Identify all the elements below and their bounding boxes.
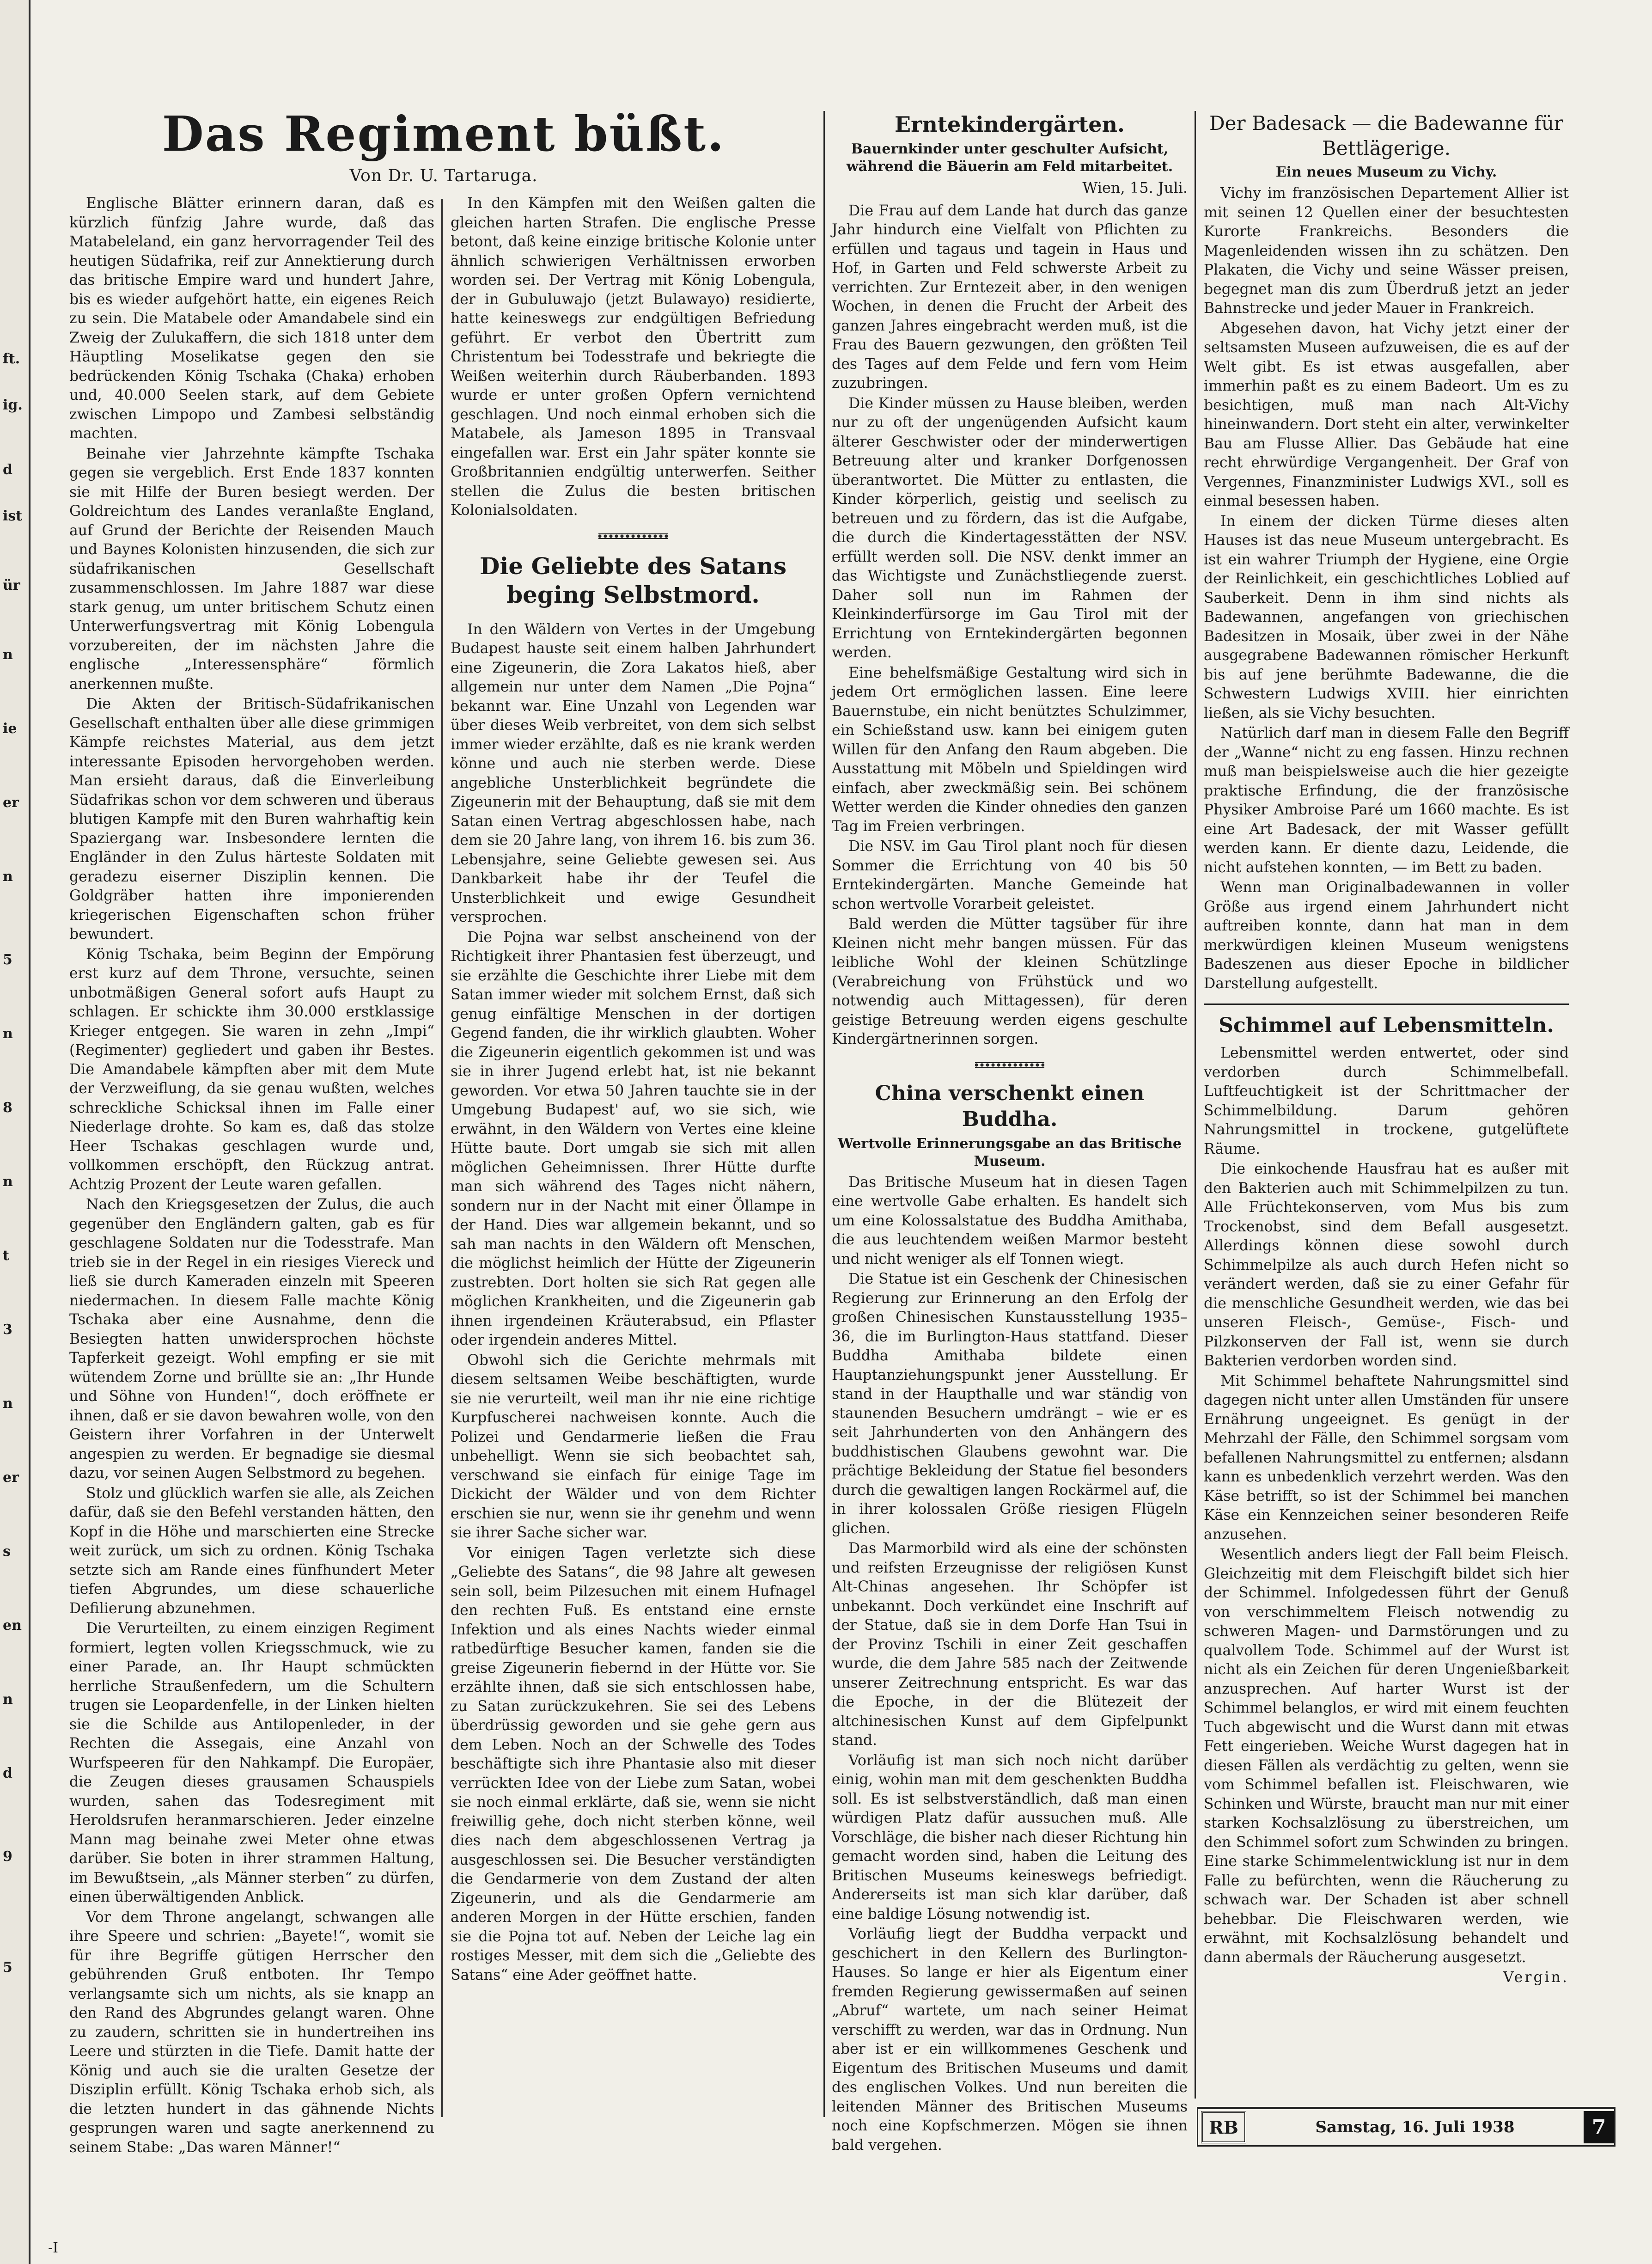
column-1 bbox=[69, 194, 434, 2156]
edge-fragment: s bbox=[3, 1543, 11, 1560]
publisher-logo: RB bbox=[1201, 2111, 1246, 2143]
article-paragraph: Beinahe vier Jahrzehnte kämpfte Tschaka gegen sie vergeblich. Erst Ende 1837 konnten sie mit Hilfe der Buren besiegt werden. Der Goldreichtum des Landes veranlaßte England, auf Grund der Berichte der Reisenden Mauch und Baynes Kolonisten hinzusenden, die sich zur südafrikanischen Gesellschaft zusammenschlossen. Im Jahre 1887 war diese stark genug, um unter britischem Schutz einen Unterwerfungsvertrag mit König Lobengula vorzubereiten, der im nächsten Jahre die englische „Interessensphäre“ förmlich anerkennen mußte. bbox=[69, 445, 434, 692]
schimmel-author: Vergin. bbox=[1503, 1969, 1569, 1986]
article-paragraph: Natürlich darf man in diesem Falle den Begriff der „Wanne“ nicht zu eng fassen. Hinzu rechnen muß man beispielsweise auch die hier gezeigte praktische Erfindung, die der französische Physiker Ambroise Paré um 1660 machte. Es ist eine Art Badesack, der mit Wasser gefüllt werden kann. Er diente dazu, Leidende, die nicht aufstehen konnten, — im Bett zu baden. bbox=[1204, 725, 1569, 876]
article-paragraph: Die Verurteilten, zu einem einzigen Regiment formiert, legten vollen Kriegsschmuck, wie zu einer Parade, an. Ihr Haupt schmückten herrliche Straußenfedern, um die Schultern trugen sie Leopardenfelle, in der Linken hielten sie die Schilde aus Antilopenleder, in der Rechten die Assegais, eine Anzahl von Wurfspeeren für den Nahkampf. Die Europäer, die Zeugen dieses grausamen Schauspiels wurden, sahen das Todesregiment mit Heroldsrufen heranmarschieren. Jeder einzelne Mann mag beinahe zwei Meter ohne etwas darüber. Sie boten in ihrer strammen Haltung, im Bewußtsein, „als Männer sterben“ zu dürfen, einen überwältigenden Anblick. bbox=[69, 1620, 434, 1905]
article-paragraph: Die Akten der Britisch-Südafrikanischen Gesellschaft enthalten über alle diese grimmigen Kämpfe reichstes Material, aus dem jetzt interessante Episoden hervorgehoben werden. Man ersieht daraus, daß die Einverleibung Südafrikas schon vor dem schweren und überaus blutigen Kampfe mit den Buren wahrhaftig kein Spaziergang war. Insbesondere lernten die Engländer in den Zulus härteste Soldaten mit geradezu eiserner Disziplin kennen. Die Goldgräber hatten ihre imponierenden kriegerischen Eigenschaften schon früher bewundert. bbox=[69, 696, 434, 942]
article-paragraph: Englische Blätter erinnern daran, daß es kürzlich fünfzig Jahre wurde, daß das Matabeleland, ein ganz hervorragender Teil des heutigen Südafrika, reif zur Annektierung durch das britische Empire ward und hundert Jahre, bis es wieder aufgehört hatte, ein eigenes Reich zu sein. Die Matabele oder Amandabele sind ein Zweig der Zulukaffern, die sich 1818 unter dem Häuptling Moselikatse gegen den sie bedrückenden König Tschaka (Chaka) erhoben und, 40.000 Seelen stark, auf dem Gebiete zwischen Limpopo und Zambesi selbständig machten. bbox=[69, 195, 434, 442]
article-paragraph: Wesentlich anders liegt der Fall beim Fleisch. Gleichzeitig mit dem Fleischgift bildet sich hier der Schimmel. Infolgedessen führt der Genuß von verschimmeltem Fleisch notwendig zu schweren Magen- und Darmstörungen und zu qualvollem Tode. Schimmel auf der Wurst ist nicht als ein Zeichen für deren Ungenießbarkeit anzusprechen. Auf harter Wurst ist der Schimmel belanglos, er wird mit einem feuchten Tuch abgewischt und die Wurst dann mit etwas Fett eingerieben. Weiche Wurst dagegen hat in diesen Fällen als verdächtig zu gelten, wenn sie vom Schimmel befallen ist. Fleischwaren, wie Schinken und Würste, braucht man nur mit einer starken Kochsalzlösung zu überstreichen, um den Schimmel sofort zum Schwinden zu bringen. Eine starke Schimmelentwicklung ist nur in dem Falle zu befürchten, wenn die Räucherung zu schwach war. Der Schaden ist aber schnell behebbar. Die Fleischwaren werden, wie erwähnt, mit Kochsalzlösung behandelt und dann abermals der Räucherung ausgesetzt. bbox=[1204, 1546, 1569, 1966]
column-3 bbox=[832, 111, 1188, 2154]
article-paragraph: Die Statue ist ein Geschenk der Chinesischen Regierung zur Erinnerung an den Erfolg der großen Chinesischen Kunstausstellung 1935–36, die im Burlington-Haus stattfand. Dieser Buddha Amithaba bildete einen Hauptanziehungspunkt jener Ausstellung. Er stand in der Haupthalle und war ständig von staunenden Besuchern umdrängt – wie er es seit Jahrhunderten von den Anhängern des buddhistischen Glaubens gewohnt war. Die prächtige Bekleidung der Statue fiel besonders durch die gewaltigen langen Rockärmel auf, die in ihrer kolossalen Größe riesigen Flügeln glichen. bbox=[832, 1271, 1188, 1537]
edge-fragment: d bbox=[3, 1765, 12, 1781]
satan-article-title: Die Geliebte des Satans beging Selbstmord. bbox=[480, 552, 786, 608]
page-footer bbox=[1197, 2107, 1615, 2147]
edge-fragment: er bbox=[3, 1469, 19, 1486]
main-article-header bbox=[69, 106, 818, 198]
edge-fragment: en bbox=[3, 1617, 22, 1634]
article-paragraph: Vor einigen Tagen verletzte sich diese „Geliebte des Satans“, die 98 Jahre alt gewesen sein soll, beim Pilzesuchen mit einem Hufnagel den rechten Fuß. Es entstand eine ernste Infektion und als eines Nachts wieder einmal ratbedürftige Besucher kamen, fanden sie die greise Zigeunerin fiebernd in der Hütte vor. Sie erzählte ihnen, daß sie sich entschlossen habe, zu Satan zurückzukehren. Sie sei des Lebens überdrüssig geworden und sie gehe gern aus dem Leben. Noch an der Schwelle des Todes beschäftigte sich ihre Phantasie also mit dieser verrückten Idee von der Liebe zum Satan, wobei sie noch einmal erklärte, daß sie, wenn sie nicht freiwillig gehe, doch nicht sterben könne, weil dies nach dem abgeschlossenen Vertrag ja ausgeschlossen sei. Die Besucher verständigten die Gendarmerie von dem Zustand der alten Zigeunerin, und als die Gendarmerie am anderen Morgen in der Hütte erschien, fanden sie die Pojna tot auf. Neben der Leiche lag ein rostiges Messer, mit dem sich die „Geliebte des Satans“ eine Ader geöffnet hatte. bbox=[451, 1544, 816, 1983]
column-divider bbox=[823, 111, 825, 2117]
ernte-dateline: Wien, 15. Juli. bbox=[1082, 179, 1188, 196]
edge-fragment: d bbox=[3, 462, 12, 478]
edge-fragment: 3 bbox=[3, 1322, 12, 1338]
edge-fragment: n bbox=[3, 1395, 13, 1412]
article-paragraph: Vorläufig ist man sich noch nicht darüber einig, wohin man mit dem geschenkten Buddha soll. Es ist selbstverständlich, daß man einen würdigen Platz dafür aussuchen muß. Alle Vorschläge, die bisher nach dieser Richtung hin gemacht worden sind, haben die Leitung des Britischen Museums keineswegs befriedigt. Andererseits ist man sich klar darüber, daß eine baldige Lösung notwendig ist. bbox=[832, 1752, 1188, 1922]
edge-fragment: n bbox=[3, 647, 13, 663]
ernte-article-title: Erntekindergärten. bbox=[895, 112, 1125, 137]
badesack-article-title: Der Badesack — die Badewanne für Bettlägerige. bbox=[1209, 112, 1563, 159]
ernte-article-subtitle: Bauernkinder unter geschulter Aufsicht, während die Bäuerin am Feld mitarbeitet. bbox=[846, 141, 1173, 175]
buddha-article-subtitle: Wertvolle Erinnerungsgabe an das Britische Museum. bbox=[837, 1135, 1182, 1169]
edge-fragment: ür bbox=[3, 577, 20, 594]
edge-fragment: ig. bbox=[3, 397, 23, 413]
edge-fragment: n bbox=[3, 869, 13, 885]
article-paragraph: Vorläufig liegt der Buddha verpackt und geschichert in den Kellern des Burlington-Hauses. So lange er hier als Eigentum einer fremden Regierung gewissermaßen auf seinen „Abruf“ wartete, um nach seiner Heimat verschifft zu werden, war das in Ordnung. Nun aber ist er ein willkommenes Geschenk und Eigentum des Britischen Museums und damit des englischen Volkes. Und nun bereiten die leitenden Männer des Britischen Museums noch eine Kopfschmerzen. Mögen sie ihnen bald vergehen. bbox=[832, 1926, 1188, 2154]
column-2 bbox=[451, 194, 816, 2136]
article-paragraph: Die NSV. im Gau Tirol plant noch für diesen Sommer die Errichtung von 40 bis 50 Erntekindergärten. Manche Gemeinde hat schon wertvolle Vorarbeit geleistet. bbox=[832, 838, 1188, 912]
article-paragraph: Mit Schimmel behaftete Nahrungsmittel sind dagegen nicht unter allen Umständen für unsere Ernährung ungeeignet. Es genügt in der Mehrzahl der Fälle, den Schimmel sorgsam vom befallenen Nahrungsmittel zu entfernen; alsdann kann es unbedenklich verzehrt werden. Was den Käse betrifft, so ist der Schimmel bei manchen Käse ein Kennzeichen seiner besonderen Reife anzusehen. bbox=[1204, 1372, 1569, 1543]
article-paragraph: Das Marmorbild wird als eine der schönsten und reifsten Erzeugnisse der religiösen Kunst Alt-Chinas angesehen. Ihr Schöpfer ist unbekannt. Doch verkündet eine Inschrift auf der Statue, daß sie in dem Dorfe Han Tsui in der Provinz Tschili in einer Zeit geschaffen wurde, die dem Jahre 585 nach der Zeitwende unserer Zeitrechnung entspricht. Es war das die Epoche, in der die Blütezeit der altchinesischen Kunst auf dem Gipfelpunkt stand. bbox=[832, 1540, 1188, 1749]
article-paragraph: Wenn man Originalbadewannen in voller Größe aus irgend einem Jahrhundert nicht auftreiben konnte, dann hat man in dem merkwürdigen kleinen Museum wenigstens Badeszenen aus dieser Epoche in bildlicher Darstellung aufgestellt. bbox=[1204, 879, 1569, 992]
article-paragraph: In den Kämpfen mit den Weißen galten die gleichen harten Strafen. Die englische Presse betont, daß keine einzige britische Kolonie unter ähnlich schwierigen Verhältnissen erworben worden sei. Der Vertrag mit König Lobengula, der in Gubuluwajo (jetzt Bulawayo) residierte, hatte keineswegs zur endgültigen Befriedung geführt. Er verbot den Übertritt zum Christentum bei Todesstrafe und bekriegte die Weißen weiterhin durch Räuberbanden. 1893 wurde er unter großen Opfern vernichtend geschlagen. Und noch einmal erhoben sich die Matabele, als Jameson 1895 in Transvaal eingefallen war. Erst ein Jahr später konnte sie Großbritannien endgültig unterwerfen. Seither stellen die Zulus die besten britischen Kolonialsoldaten. bbox=[451, 195, 816, 519]
article-paragraph: In den Wäldern von Vertes in der Umgebung Budapest hauste seit einem halben Jahrhundert eine Zigeunerin, die Zora Lakatos hieß, aber allgemein nur unter dem Namen „Die Pojna“ bekannt war. Eine Unzahl von Legenden war über dieses Weib verbreitet, von dem sich selbst immer wieder erzählte, daß es nie krank werden könne und auch nie sterben werde. Diese angebliche Unsterblichkeit begründete die Zigeunerin mit der Behauptung, daß sie mit dem Satan einen Vertrag abgeschlossen habe, nach dem sie 20 Jahre lang, von ihrem 16. bis zum 36. Lebensjahre, seine Geliebte gewesen sei. Aus Dankbarkeit habe ihr der Teufel die Unsterblichkeit und ewige Gesundheit versprochen. bbox=[451, 621, 816, 925]
article-paragraph: Die Kinder müssen zu Hause bleiben, werden nur zu oft der ungenügenden Aufsicht kaum älterer Geschwister oder der minderwertigen Betreuung alter und kranker Dorfgenossen überantwortet. Die Mütter zu entlasten, die Kinder körperlich, geistig und seelisch zu betreuen und zu fördern, das ist die Aufgabe, die durch die Kindertagesstätten der NSV. erfüllt werden soll. Die NSV. denkt immer an das Wichtigste und Zunächstliegende zuerst. Daher soll nun im Rahmen der Kleinkinderfürsorge im Gau Tirol mit der Errichtung von Erntekindergärten begonnen werden. bbox=[832, 395, 1188, 661]
main-article-byline: Von Dr. U. Tartaruga. bbox=[349, 166, 538, 185]
edge-fragment: ist bbox=[3, 508, 23, 524]
edge-fragment: er bbox=[3, 795, 19, 811]
column-4 bbox=[1204, 111, 1569, 2099]
main-article-title: Das Regiment büßt. bbox=[162, 105, 725, 162]
section-ornament bbox=[598, 533, 668, 539]
article-paragraph: Vichy im französischen Departement Allier ist mit seinen 12 Quellen einer der besuchtesten Kurorte Frankreichs. Besonders die Magenleidenden wissen ihn zu schätzen. Den Plakaten, die Vichy und seine Wässer preisen, begegnet man dis zum Überdruß jetzt an jeder Bahnstrecke und jeder Mauer in Frankreich. bbox=[1204, 185, 1569, 317]
schimmel-article-title: Schimmel auf Lebensmitteln. bbox=[1219, 1014, 1554, 1037]
edge-fragment: t bbox=[3, 1248, 9, 1264]
article-paragraph: Abgesehen davon, hat Vichy jetzt einer der seltsamsten Museen aufzuweisen, die es auf der Welt gibt. Es ist etwas ausgefallen, aber immerhin paßt es zu einem Badeort. Um es zu besichtigen, muß man nach Alt-Vichy hineinwandern. Dort steht ein alter, verwinkelter Bau am Flusse Allier. Das Gebäude hat eine recht ehrwürdige Vergangenheit. Der Graf von Vergennes, Finanzminister Ludwigs XVI., soll es einmal besessen haben. bbox=[1204, 320, 1569, 509]
article-paragraph: Die Frau auf dem Lande hat durch das ganze Jahr hindurch eine Vielfalt von Pflichten zu erfüllen und tagaus und tagein in Haus und Hof, in Garten und Feld schwerste Arbeit zu verrichten. Zur Erntezeit aber, in den wenigen Wochen, in denen die Frucht der Arbeit des ganzen Jahres eingebracht werden muß, ist die Frau des Bauern gezwungen, den größten Teil des Tages auf dem Felde und fern vom Heim zuzubringen. bbox=[832, 202, 1188, 392]
article-paragraph: Nach den Kriegsgesetzen der Zulus, die auch gegenüber den Engländern galten, gab es für geschlagene Soldaten nur die Todesstrafe. Man trieb sie in der Regel in ein riesiges Viereck und ließ sie durch Kameraden einzeln mit Speeren niedermachen. In diesem Falle machte König Tschaka aber eine Ausnahme, denn die Besiegten hatten unwidersprochen höchste Tapferkeit gezeigt. Wohl empfing er sie mit wütendem Zorne und brüllte sie an: „Ihr Hunde und Söhne von Hunden!“, doch eröffnete er ihnen, daß er sie davon bewahren wolle, von den Geistern ihrer Vorfahren in der Unterwelt angespien zu werden. Er begnadige sie diesmal dazu, vor seinen Augen Selbstmord zu begehen. bbox=[69, 1196, 434, 1481]
edge-fragment: n bbox=[3, 1026, 13, 1042]
article-paragraph: Die einkochende Hausfrau hat es außer mit den Bakterien auch mit Schimmelpilzen zu tun. Alle Früchtekonserven, vom Mus bis zum Trockenobst, sind dem Befall ausgesetzt. Allerdings können diese sowohl durch Schimmelpilze als auch durch Hefen nicht so verändert werden, daß sie zu einer Gefahr für die menschliche Gesundheit werden, wie das bei unseren Fleisch-, Gemüse-, Fisch- und Pilzkonserven der Fall ist, wenn sie durch Bakterien verdorben worden sind. bbox=[1204, 1161, 1569, 1369]
column-divider bbox=[1195, 111, 1196, 2099]
edge-fragment: 5 bbox=[3, 1959, 12, 1976]
section-ornament bbox=[975, 1062, 1044, 1068]
scan-mark: -I bbox=[48, 2240, 58, 2256]
article-paragraph: Die Pojna war selbst anscheinend von der Richtigkeit ihrer Phantasien fest überzeugt, und sie erzählte die Geschichte ihrer Liebe mit dem Satan immer wieder mit solchem Ernst, daß sich genug einfältige Menschen in der dortigen Gegend fanden, die ihr wirklich glaubten. Woher die Zigeunerin eigentlich gekommen ist und was sie in ihrer Jugend erlebt hat, ist nie bekannt geworden. Vor etwa 50 Jahren tauchte sie in der Umgebung Budapest' auf, wo sie sich, wie erwähnt, in den Wäldern von Vertes eine kleine Hütte baute. Dort umgab sie sich mit allen möglichen Geheimnissen. Ihrer Hütte durfte man sich während des Tages nicht nähern, sondern nur in der Nacht mit einer Öllampe in der Hand. Dies war allgemein bekannt, und so sah man nachts in den Wäldern oft Menschen, die möglichst heimlich der Hütte der Zigeunerin zustrebten. Dort holten sie sich Rat gegen alle möglichen Krankheiten, und die Zigeunerin gab ihnen irgendeinen Kräuterabsud, ein Pflaster oder irgendein anderes Mittel. bbox=[451, 929, 816, 1348]
article-paragraph: Das Britische Museum hat in diesen Tagen eine wertvolle Gabe erhalten. Es handelt sich um eine Kolossalstatue des Buddha Amithaba, die aus leuchtendem weißen Marmor besteht und nicht weniger als elf Tonnen wiegt. bbox=[832, 1174, 1188, 1267]
column-divider bbox=[441, 199, 443, 2117]
buddha-article-title: China verschenkt einen Buddha. bbox=[875, 1081, 1145, 1131]
badesack-article-subtitle: Ein neues Museum zu Vichy. bbox=[1275, 164, 1497, 180]
edge-fragment: n bbox=[3, 1174, 13, 1190]
article-paragraph: Obwohl sich die Gerichte mehrmals mit diesem seltsamen Weibe beschäftigten, wurde sie nie verurteilt, weil man ihr nie eine richtige Kurpfuscherei nachweisen konnte. Auch die Polizei und Gendarmerie ließen die Frau unbehelligt. Wenn sie sich beobachtet sah, verschwand sie einfach für einige Tage im Dickicht der Wälder und von dem Richter erschien sie nur, wenn sie ihr genehm und wenn sie ihrer Sache sicher war. bbox=[451, 1352, 816, 1541]
article-paragraph: Vor dem Throne angelangt, schwangen alle ihre Speere und schrien: „Bayete!“, womit sie für ihre Begriffe gütigen Herrscher den gebührenden Gruß entboten. Ihr Tempo verlangsamte sich um nichts, als sie knapp an den Rand des Abgrundes gelangt waren. Ohne zu zaudern, schritten sie in hundertreihen ins Leere und stürzten in die Tiefe. Damit hatte der König und auch sie die uralten Gesetze der Disziplin erfüllt. König Tschaka erhob sich, als die letzten hundert in das gähnende Nichts gesprungen waren und sagte anerkennend zu seinem Stabe: „Das waren Männer!“ bbox=[69, 1909, 434, 2156]
edge-fragment: 8 bbox=[3, 1100, 12, 1116]
article-paragraph: König Tschaka, beim Beginn der Empörung erst kurz auf dem Throne, versuchte, seinen unbotmäßigen General sofort aufs Haupt zu schlagen. Er schickte ihm 30.000 erstklassige Krieger entgegen. Sie waren in zehn „Impi“ (Regimenter) gegliedert und gaben ihr Bestes. Die Amandabele kämpften aber mit dem Mute der Verzweiflung, da sie genau wußten, welches schreckliche Schicksal ihnen im Falle einer Niederlage drohte. So kam es, daß das stolze Heer Tschakas geschlagen wurde und, vollkommen erschöpft, den Rückzug antrat. Achtzig Prozent der Leute waren gefallen. bbox=[69, 946, 434, 1193]
issue-date: Samstag, 16. Juli 1938 bbox=[1315, 2118, 1515, 2136]
article-paragraph: In einem der dicken Türme dieses alten Hauses ist das neue Museum untergebracht. Es ist ein wahrer Triumph der Hygiene, eine Orgie der Reinlichkeit, ein geschichtliches Loblied auf Sauberkeit. Denn in ihm sind nichts als Badewannen, angefangen von griechischen Badesitzen in Mosaik, über zwei in der Nähe ausgegrabene Badewannen römischer Herkunft bis auf jene berühmte Badewanne, die die Schwestern Ludwigs XVIII. hier einrichten ließen, als sie Vichy besuchten. bbox=[1204, 513, 1569, 722]
edge-fragment: ie bbox=[3, 721, 17, 737]
edge-fragment: n bbox=[3, 1691, 13, 1707]
article-paragraph: Lebensmittel werden entwertet, oder sind verdorben durch Schimmelbefall. Luftfeuchtigkeit ist der Schrittmacher der Schimmelbildung. Darum gehören Nahrungsmittel in trockene, gutgelüftete Räume. bbox=[1204, 1045, 1569, 1157]
edge-fragment: ft. bbox=[3, 351, 20, 367]
article-paragraph: Bald werden die Mütter tagsüber für ihre Kleinen nicht mehr bangen müssen. Für das leibliche Wohl der kleinen Schützlinge (Verabreichung von Frühstück und wo notwendig auch Mittagessen), für deren geistige Betreuung werden eigens geschulte Kindergärtnerinnen sorgen. bbox=[832, 916, 1188, 1047]
article-paragraph: Stolz und glücklich warfen sie alle, als Zeichen dafür, daß sie den Befehl verstanden hätten, den Kopf in die Höhe und marschierten eine Strecke weit zurück, um sich zu ordnen. König Tschaka setzte sich am Rande eines fünfhundert Meter tiefen Abgrundes, um diese schauerliche Defilierung abzunehmen. bbox=[69, 1485, 434, 1617]
left-page-edge bbox=[0, 0, 30, 2264]
article-paragraph: Eine behelfsmäßige Gestaltung wird sich in jedem Ort ermöglichen lassen. Eine leere Bauernstube, ein nicht benütztes Schulzimmer, ein Schießstand usw. kann bei einigem guten Willen für den Anfang den Raum abgeben. Die Ausstattung mit Möbeln und Spieldingen wird einfach, aber zweckmäßig sein. Bei schönem Wetter werden die Kinder ohnedies den ganzen Tag im Freien verbringen. bbox=[832, 664, 1188, 835]
section-rule bbox=[1204, 1004, 1569, 1005]
edge-fragment: 5 bbox=[3, 952, 12, 968]
edge-fragment: 9 bbox=[3, 1848, 12, 1865]
page-number: 7 bbox=[1584, 2111, 1614, 2143]
